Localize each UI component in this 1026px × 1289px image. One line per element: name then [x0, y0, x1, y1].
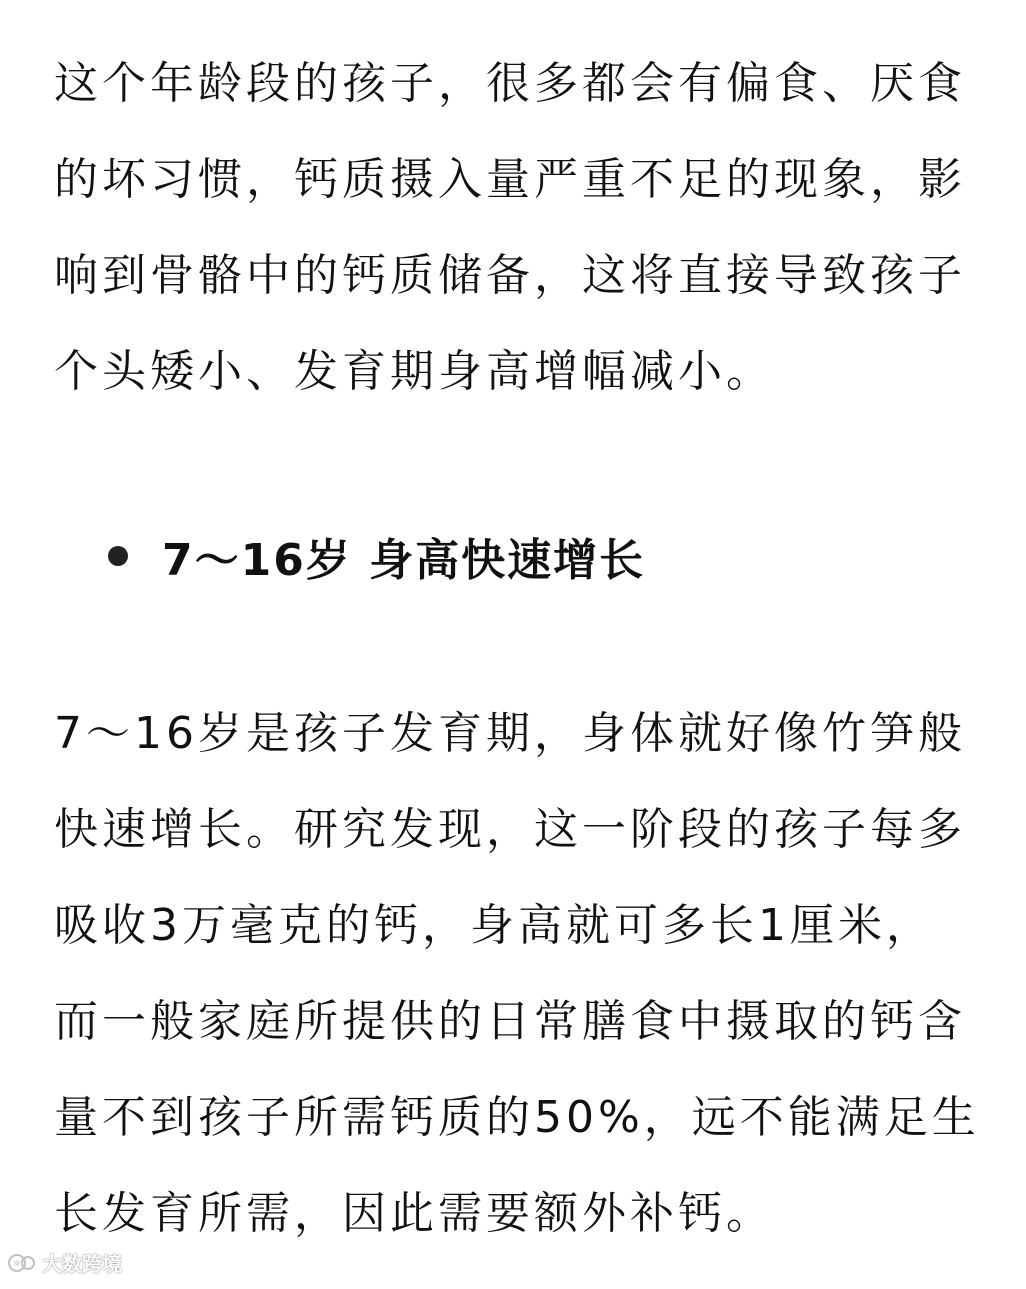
watermark-text: 大数跨境: [42, 1252, 122, 1276]
paragraph-1: 这个年龄段的孩子，很多都会有偏食、厌食 的坏习惯，钙质摄入量严重不足的现象，影 响到骨骼中的钙质储备，这将直接导致孩子 个头矮小、发育期身高增幅减小。: [54, 58, 966, 397]
section-heading: [108, 520, 645, 592]
logo-icon: [8, 1250, 38, 1276]
section-heading-text: 7～16岁 身高快速增长: [162, 535, 646, 586]
watermark: [8, 1248, 122, 1277]
paragraph-2: 7～16岁是孩子发育期，身体就好像竹笋般 快速增长。研究发现，这一阶段的孩子每多 吸收3万毫克的钙，身高就可多长1厘米， 而一般家庭所提供的日常膳食中摄取的钙含 量不到孩子所需钙质的50%，远不能满足生 长发育所需，因此需要额外补钙。: [54, 708, 980, 1239]
bullet-icon: [108, 546, 128, 566]
